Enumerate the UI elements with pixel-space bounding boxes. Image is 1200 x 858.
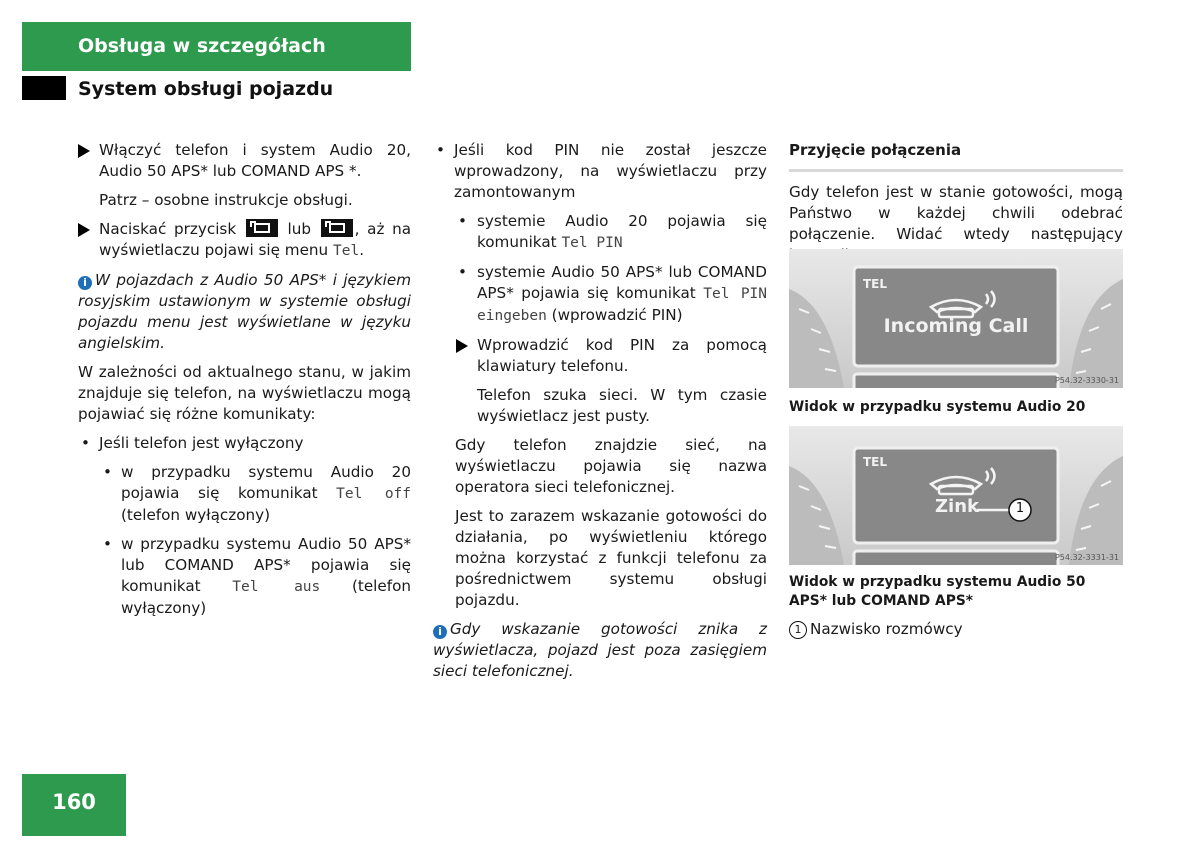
bullet-1 <box>78 433 411 454</box>
sub-1-text: systemie Audio 20 pojawia się komunikat <box>477 212 767 251</box>
step-arrow-icon <box>78 144 90 158</box>
info-note <box>433 619 767 682</box>
sub-bullet-2 <box>433 262 767 327</box>
sub-1-text: w przypadku systemu Audio 20 pojawia się komunikat <box>121 463 411 502</box>
step-note: Telefon szuka sieci. W tym czasie wyświetlacz jest pusty. <box>477 386 767 425</box>
display-key-icon <box>321 219 353 237</box>
step-2-text-b: lub <box>287 220 311 238</box>
legend-text: Nazwisko rozmówcy <box>810 620 963 638</box>
step-arrow-icon <box>78 223 90 237</box>
screen-message: Incoming Call <box>883 315 1029 337</box>
step-2-end: . <box>359 241 365 259</box>
bullet-dot: • <box>103 463 112 481</box>
figure-code: P54.32-3331-31 <box>1054 553 1119 562</box>
callout-number: 1 <box>1015 501 1025 516</box>
step <box>433 335 767 377</box>
bullet-1-text: Jeśli kod PIN nie został jeszcze wprowadzony, na wyświetlaczu przy zamontowanym <box>454 141 767 201</box>
sub-2-text: systemie Audio 50 APS* lub COMAND APS* pojawia się komunikat <box>477 263 767 302</box>
legend <box>789 619 963 640</box>
display-key-icon <box>246 219 278 237</box>
header-marker <box>22 76 66 100</box>
message-code: Tel off <box>336 486 412 502</box>
sub-1-text-b: (telefon wyłączony) <box>121 506 271 524</box>
column-1 <box>78 140 411 627</box>
screen-tel-label: TEL <box>863 455 888 469</box>
caption-1: Widok w przypadku systemu Audio 20 <box>789 399 1086 415</box>
screen-caller-name: Zink <box>935 496 980 517</box>
info-text: W pojazdach z Audio 50 APS* i językiem rosyjskim ustawionym w systemie obsługi pojazdu menu jest wyświetlane w języku angielskim. <box>78 271 411 352</box>
step-2 <box>78 219 411 262</box>
sub-bullet-1 <box>78 462 411 526</box>
bullet-dot: • <box>436 141 445 159</box>
bullet-1 <box>433 140 767 203</box>
step-text: Wprowadzić kod PIN za pomocą klawiatury telefonu. <box>477 336 767 375</box>
column-2 <box>433 140 767 690</box>
step-2-text-c: , aż na wyświetlaczu pojawi się menu <box>99 220 412 259</box>
display-screenshot-audio-20 <box>789 249 1123 388</box>
step-1 <box>78 140 411 182</box>
message-code: Tel PIN eingeben <box>477 286 768 324</box>
sub-bullet-2 <box>78 534 411 619</box>
screen-tel-label: TEL <box>863 277 888 291</box>
caption-2: Widok w przypadku systemu Audio 50 APS* lub COMAND APS* <box>789 574 1086 609</box>
paragraph-1: Gdy telefon znajdzie sieć, na wyświetlaczu pojawia się nazwa operatora sieci telefonicznej. <box>455 436 767 496</box>
display-screenshot-audio-50 <box>789 426 1123 565</box>
subsection-title: System obsługi pojazdu <box>78 78 334 100</box>
info-icon: i <box>78 276 92 290</box>
sub-2-text-b: (telefon wyłączony) <box>121 577 412 617</box>
bullet-dot: • <box>81 434 90 452</box>
step-arrow-icon <box>456 339 468 353</box>
sub-2-text: w przypadku systemu Audio 50 APS* lub COMAND APS* pojawia się komunikat <box>121 535 411 595</box>
legend-number: 1 <box>789 621 807 639</box>
info-icon: i <box>433 625 447 639</box>
sub-bullet-1 <box>433 211 767 254</box>
paragraph: Gdy telefon jest w stanie gotowości, mogą Państwo w każdej chwili odebrać połączenie. Widać wtedy następujący <box>789 183 1123 243</box>
bullet-dot: • <box>458 263 467 281</box>
paragraph-2: Jest to zarazem wskazanie gotowości do działania, po wyświetleniu którego można korzystać z funkcji telefonu za pośrednictwem systemu obsługi pojazdu. <box>455 507 767 609</box>
section-title: Przyjęcie połączenia <box>789 140 1123 172</box>
sub-2-text-b: (wprowadzić PIN) <box>551 306 683 324</box>
figure-code: P54.32-3330-31 <box>1054 376 1119 385</box>
bullet-1-text: Jeśli telefon jest wyłączony <box>99 434 304 452</box>
message-code: Tel aus <box>232 579 321 595</box>
bullet-dot: • <box>458 212 467 230</box>
message-code: Tel PIN <box>561 235 623 251</box>
menu-code: Tel <box>333 243 360 259</box>
step-1-note: Patrz – osobne instrukcje obsługi. <box>99 191 353 209</box>
info-note <box>78 270 411 354</box>
page-number: 160 <box>22 774 126 836</box>
step-2-text-a: Naciskać przycisk <box>99 220 237 238</box>
step-1-text: Włączyć telefon i system Audio 20, Audio 50 APS* lub COMAND APS *. <box>99 141 411 180</box>
info-text: Gdy wskazanie gotowości znika z wyświetlacza, pojazd jest poza zasięgiem sieci telefonicznej. <box>433 620 767 680</box>
section-header: Obsługa w szczegółach <box>22 22 411 71</box>
paragraph: W zależności od aktualnego stanu, w jakim znajduje się telefon, na wyświetlaczu mogą pojawiać się różne komunikaty: <box>78 363 411 423</box>
bullet-dot: • <box>103 535 112 553</box>
